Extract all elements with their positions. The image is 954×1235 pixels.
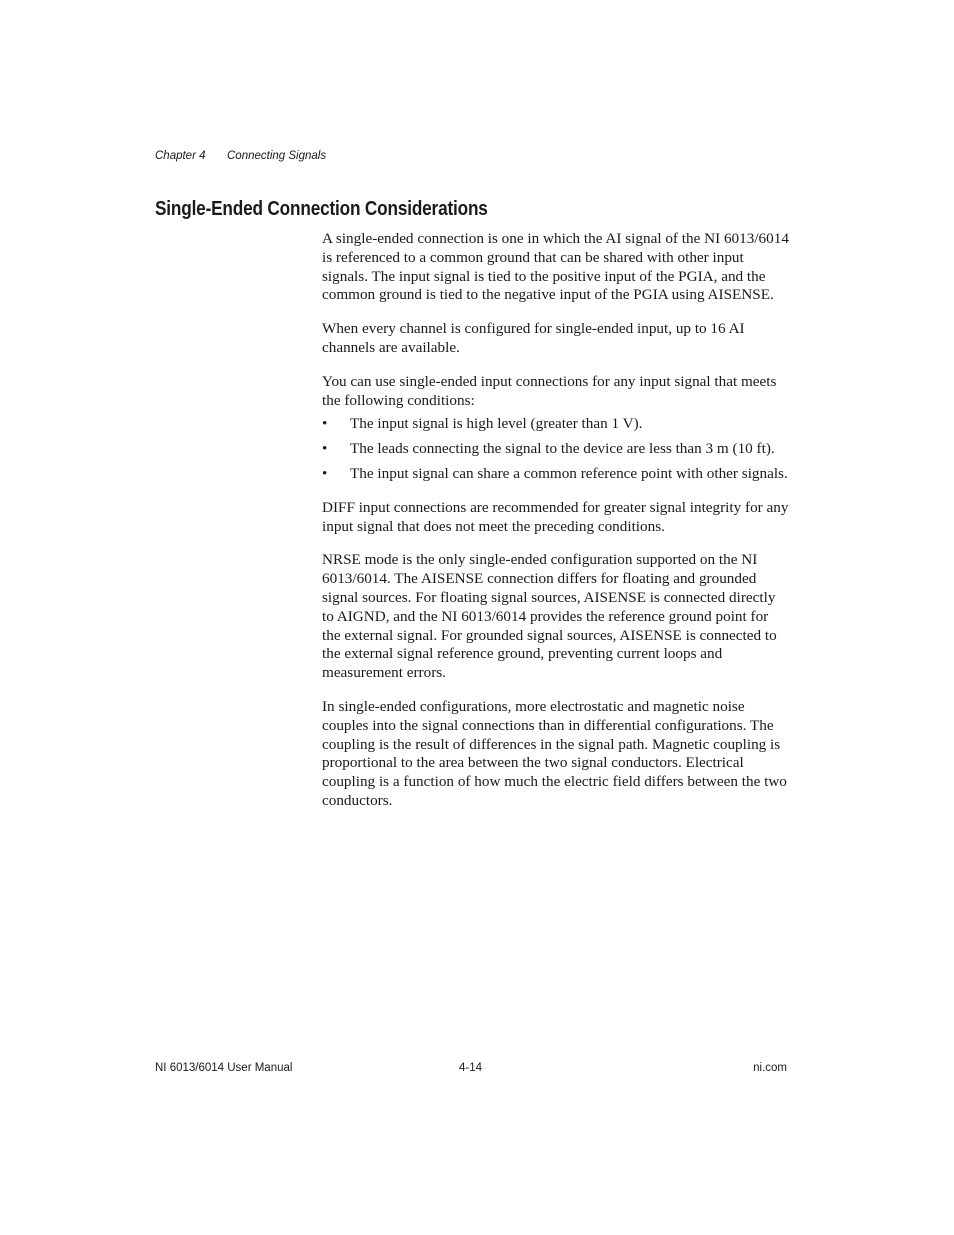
list-item-text: The input signal can share a common reference point with other signals. — [350, 464, 788, 482]
list-item-text: The leads connecting the signal to the device are less than 3 m (10 ft). — [350, 440, 775, 458]
chapter-title: Connecting Signals — [227, 150, 327, 162]
paragraph-nrse-mode: NRSE mode is the only single-ended configuration supported on the NI 6013/6014. The AISENSE connection differs for floating and grounded signal sources. For floating signal sources, AISENSE is connected directly to AIGND, and the NI 6013/6014 provides the reference ground point for the external signal. For grounded signal sources, AISENSE is connected to the external signal reference ground, preventing current loops and measurement errors. — [322, 551, 777, 682]
footer-page-number: 4-14 — [459, 1062, 483, 1074]
footer-manual-title: NI 6013/6014 User Manual — [155, 1062, 293, 1074]
list-item — [322, 415, 790, 434]
paragraph-channel-count: When every channel is configured for single-ended input, up to 16 AI channels are available. — [322, 320, 745, 356]
paragraph-noise-coupling: In single-ended configurations, more electrostatic and magnetic noise couples into the signal connections than in differential configurations. The coupling is the result of differences in the signal path. Magnetic coupling is proportional to the area between the two signal conductors. Electrical coupling is a function of how much the electric field differs between the two conductors. — [322, 697, 787, 809]
body-text — [322, 230, 790, 826]
list-item — [322, 440, 790, 459]
bullet-icon: • — [322, 440, 328, 458]
conditions-list — [322, 415, 790, 483]
paragraph-conditions-intro: You can use single-ended input connections for any input signal that meets the following conditions: — [322, 372, 777, 409]
footer-website-link[interactable]: ni.com — [753, 1062, 787, 1074]
list-item — [322, 465, 790, 484]
running-header — [155, 150, 326, 162]
paragraph-single-ended-definition: A single-ended connection is one in which the AI signal of the NI 6013/6014 is referenced to a common ground that can be shared with other input signals. The input signal is tied to the positive input of the PGIA, and the common ground is tied to the negative input of the PGIA using AISENSE. — [322, 230, 789, 304]
list-item-text: The input signal is high level (greater than 1 V). — [350, 415, 643, 433]
bullet-icon: • — [322, 464, 328, 482]
section-heading: Single-Ended Connection Considerations — [155, 198, 488, 220]
bullet-icon: • — [322, 415, 328, 433]
chapter-number: Chapter 4 — [155, 150, 206, 162]
paragraph-diff-recommendation: DIFF input connections are recommended for greater signal integrity for any input signal that does not meet the preceding conditions. — [322, 498, 789, 535]
